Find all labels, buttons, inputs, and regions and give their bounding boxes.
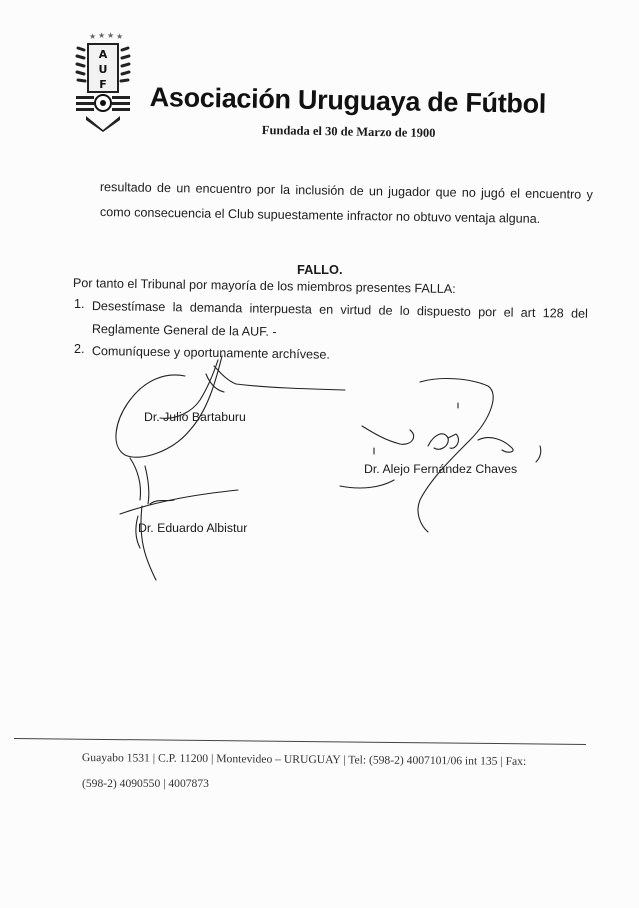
- founded-date: Fundada el 30 de Marzo de 1900: [261, 123, 436, 141]
- item-1-line-1: Desestímase la demanda interpuesta en virtud de lo dispuesto por el art 128 del: [91, 299, 588, 321]
- item-1-line-2: Reglamente General de la AUF. -: [91, 322, 277, 339]
- svg-text:★: ★: [116, 32, 124, 41]
- item-2-line-1: Comuníquese y oportunamente archívese.: [91, 344, 331, 362]
- svg-text:★: ★: [98, 31, 106, 40]
- svg-text:★: ★: [89, 32, 97, 41]
- logo-letter-f: F: [99, 78, 107, 91]
- item-1-number: 1.: [74, 297, 85, 311]
- signatory-fernandez-chaves: Dr. Alejo Fernández Chaves: [364, 462, 518, 476]
- org-name: Asociación Uruguaya de Fútbol: [149, 82, 547, 119]
- signatory-albistur: Dr. Eduardo Albistur: [138, 521, 248, 535]
- item-2-number: 2.: [74, 342, 85, 356]
- fallo-heading: FALLO.: [297, 262, 343, 277]
- footer-address-line-1: Guayabo 1531 | C.P. 11200 | Montevideo – URUGUAY | Tel: (598-2) 4007101/06 int 135 | Fax:: [81, 751, 527, 768]
- svg-text:★: ★: [107, 31, 115, 40]
- logo-letter-a: A: [98, 48, 108, 61]
- footer-address-line-2: (598-2) 4090550 | 4007873: [82, 777, 209, 790]
- signatory-bartaburu: Dr. Julio Bartaburu: [144, 410, 246, 424]
- paragraph-line-2: como consecuencia el Club supuestamente infractor no obtuvo ventaja alguna.: [99, 205, 541, 226]
- logo-letter-u: U: [98, 63, 108, 76]
- paragraph-line-1: resultado de un encuentro por la inclusión de un jugador que no jugó el encuentro y: [99, 180, 593, 202]
- fallo-intro: Por tanto el Tribunal por mayoría de los miembros presentes FALLA:: [72, 276, 456, 297]
